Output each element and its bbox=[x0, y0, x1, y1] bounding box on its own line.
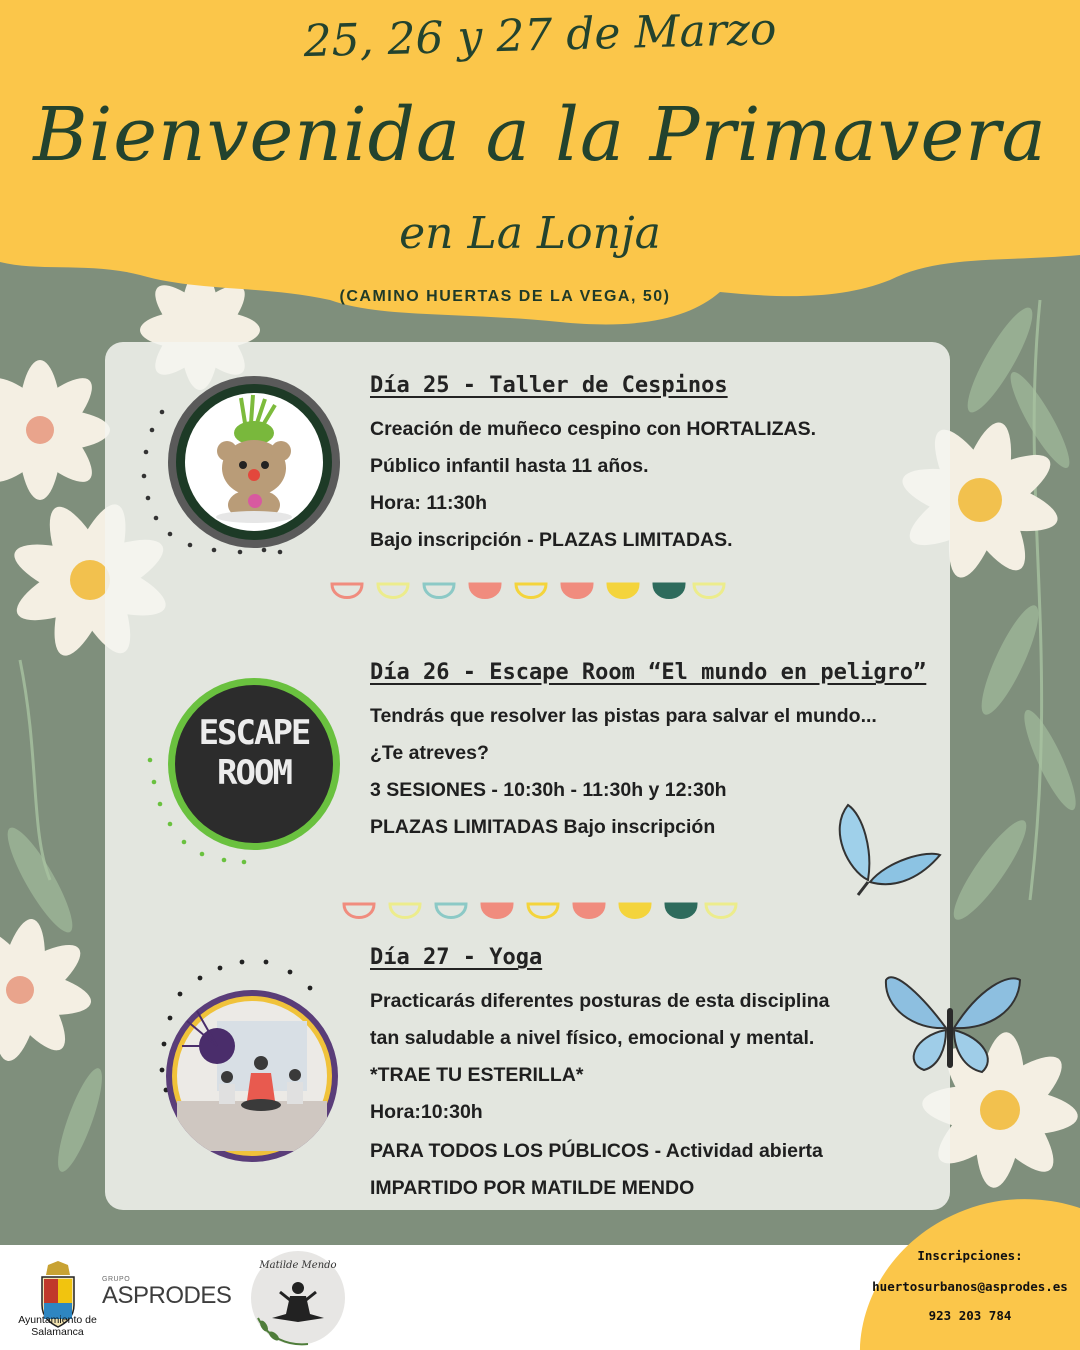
event-dates: 25, 26 y 27 de Marzo bbox=[302, 3, 778, 68]
activity-2-line-4: PLAZAS LIMITADAS Bajo inscripción bbox=[370, 816, 716, 838]
activity-1-line-4: Bajo inscripción - PLAZAS LIMITADAS. bbox=[370, 529, 733, 551]
event-title: Bienvenida a la Primavera bbox=[33, 92, 1047, 178]
dotted-arc-decoration bbox=[130, 400, 300, 560]
activity-2-line-2: ¿Te atreves? bbox=[370, 742, 489, 764]
matilde-logo-text: Matilde Mendo bbox=[259, 1260, 337, 1271]
activity-1-line-1: Creación de muñeco cespino con HORTALIZAS. bbox=[370, 418, 817, 440]
matilde-mendo-logo bbox=[248, 1248, 348, 1348]
signup-label: Inscripciones: bbox=[917, 1248, 1023, 1263]
activity-2-line-3: 3 SESIONES - 10:30h - 11:30h y 12:30h bbox=[370, 779, 727, 801]
activity-3-line-6: IMPARTIDO POR MATILDE MENDO bbox=[370, 1177, 695, 1199]
yoga-class-image bbox=[166, 990, 338, 1162]
ayuntamiento-logo-text: Ayuntamiento de Salamanca bbox=[18, 1314, 97, 1338]
event-address: (CAMINO HUERTAS DE LA VEGA, 50) bbox=[339, 288, 671, 305]
signup-yellow-blob bbox=[845, 1190, 1080, 1350]
event-place: en La Lonja bbox=[399, 208, 661, 259]
activity-3-line-2: tan saludable a nivel físico, emocional y mental. bbox=[370, 1027, 815, 1049]
butterfly-icon bbox=[884, 968, 1024, 1078]
activity-1-line-2: Público infantil hasta 11 años. bbox=[370, 455, 649, 477]
signup-phone[interactable]: 923 203 784 bbox=[928, 1308, 1012, 1323]
green-dots-decoration bbox=[140, 750, 270, 870]
activity-3-line-3: *TRAE TU ESTERILLA* bbox=[370, 1064, 584, 1086]
activity-1-title: Día 25 - Taller de Cespinos bbox=[370, 373, 728, 398]
asprodes-group-label: GRUPO bbox=[102, 1276, 131, 1283]
asprodes-logo: ASPRODES bbox=[102, 1282, 232, 1309]
activity-3-line-1: Practicarás diferentes posturas de esta disciplina bbox=[370, 990, 830, 1012]
escape-room-word-1: ESCAPE bbox=[198, 713, 310, 753]
activity-3-title: Día 27 - Yoga bbox=[370, 945, 543, 970]
activity-1-line-3: Hora: 11:30h bbox=[370, 492, 488, 514]
escape-room-word-2: ROOM bbox=[217, 753, 291, 793]
signup-email[interactable]: huertosurbanos@asprodes.es bbox=[872, 1279, 1068, 1294]
butterfly-icon bbox=[828, 800, 943, 900]
bunting-decoration-1 bbox=[328, 578, 728, 612]
yoga-meditation-icon bbox=[177, 1001, 327, 1151]
activity-3-line-4: Hora:10:30h bbox=[370, 1101, 483, 1123]
activity-2-title: Día 26 - Escape Room “El mundo en peligro” bbox=[370, 660, 927, 685]
activity-3-line-5: PARA TODOS LOS PÚBLICOS - Actividad abierta bbox=[370, 1140, 823, 1162]
activity-2-line-1: Tendrás que resolver las pistas para salvar el mundo... bbox=[370, 705, 877, 727]
bunting-decoration-2 bbox=[340, 898, 740, 932]
